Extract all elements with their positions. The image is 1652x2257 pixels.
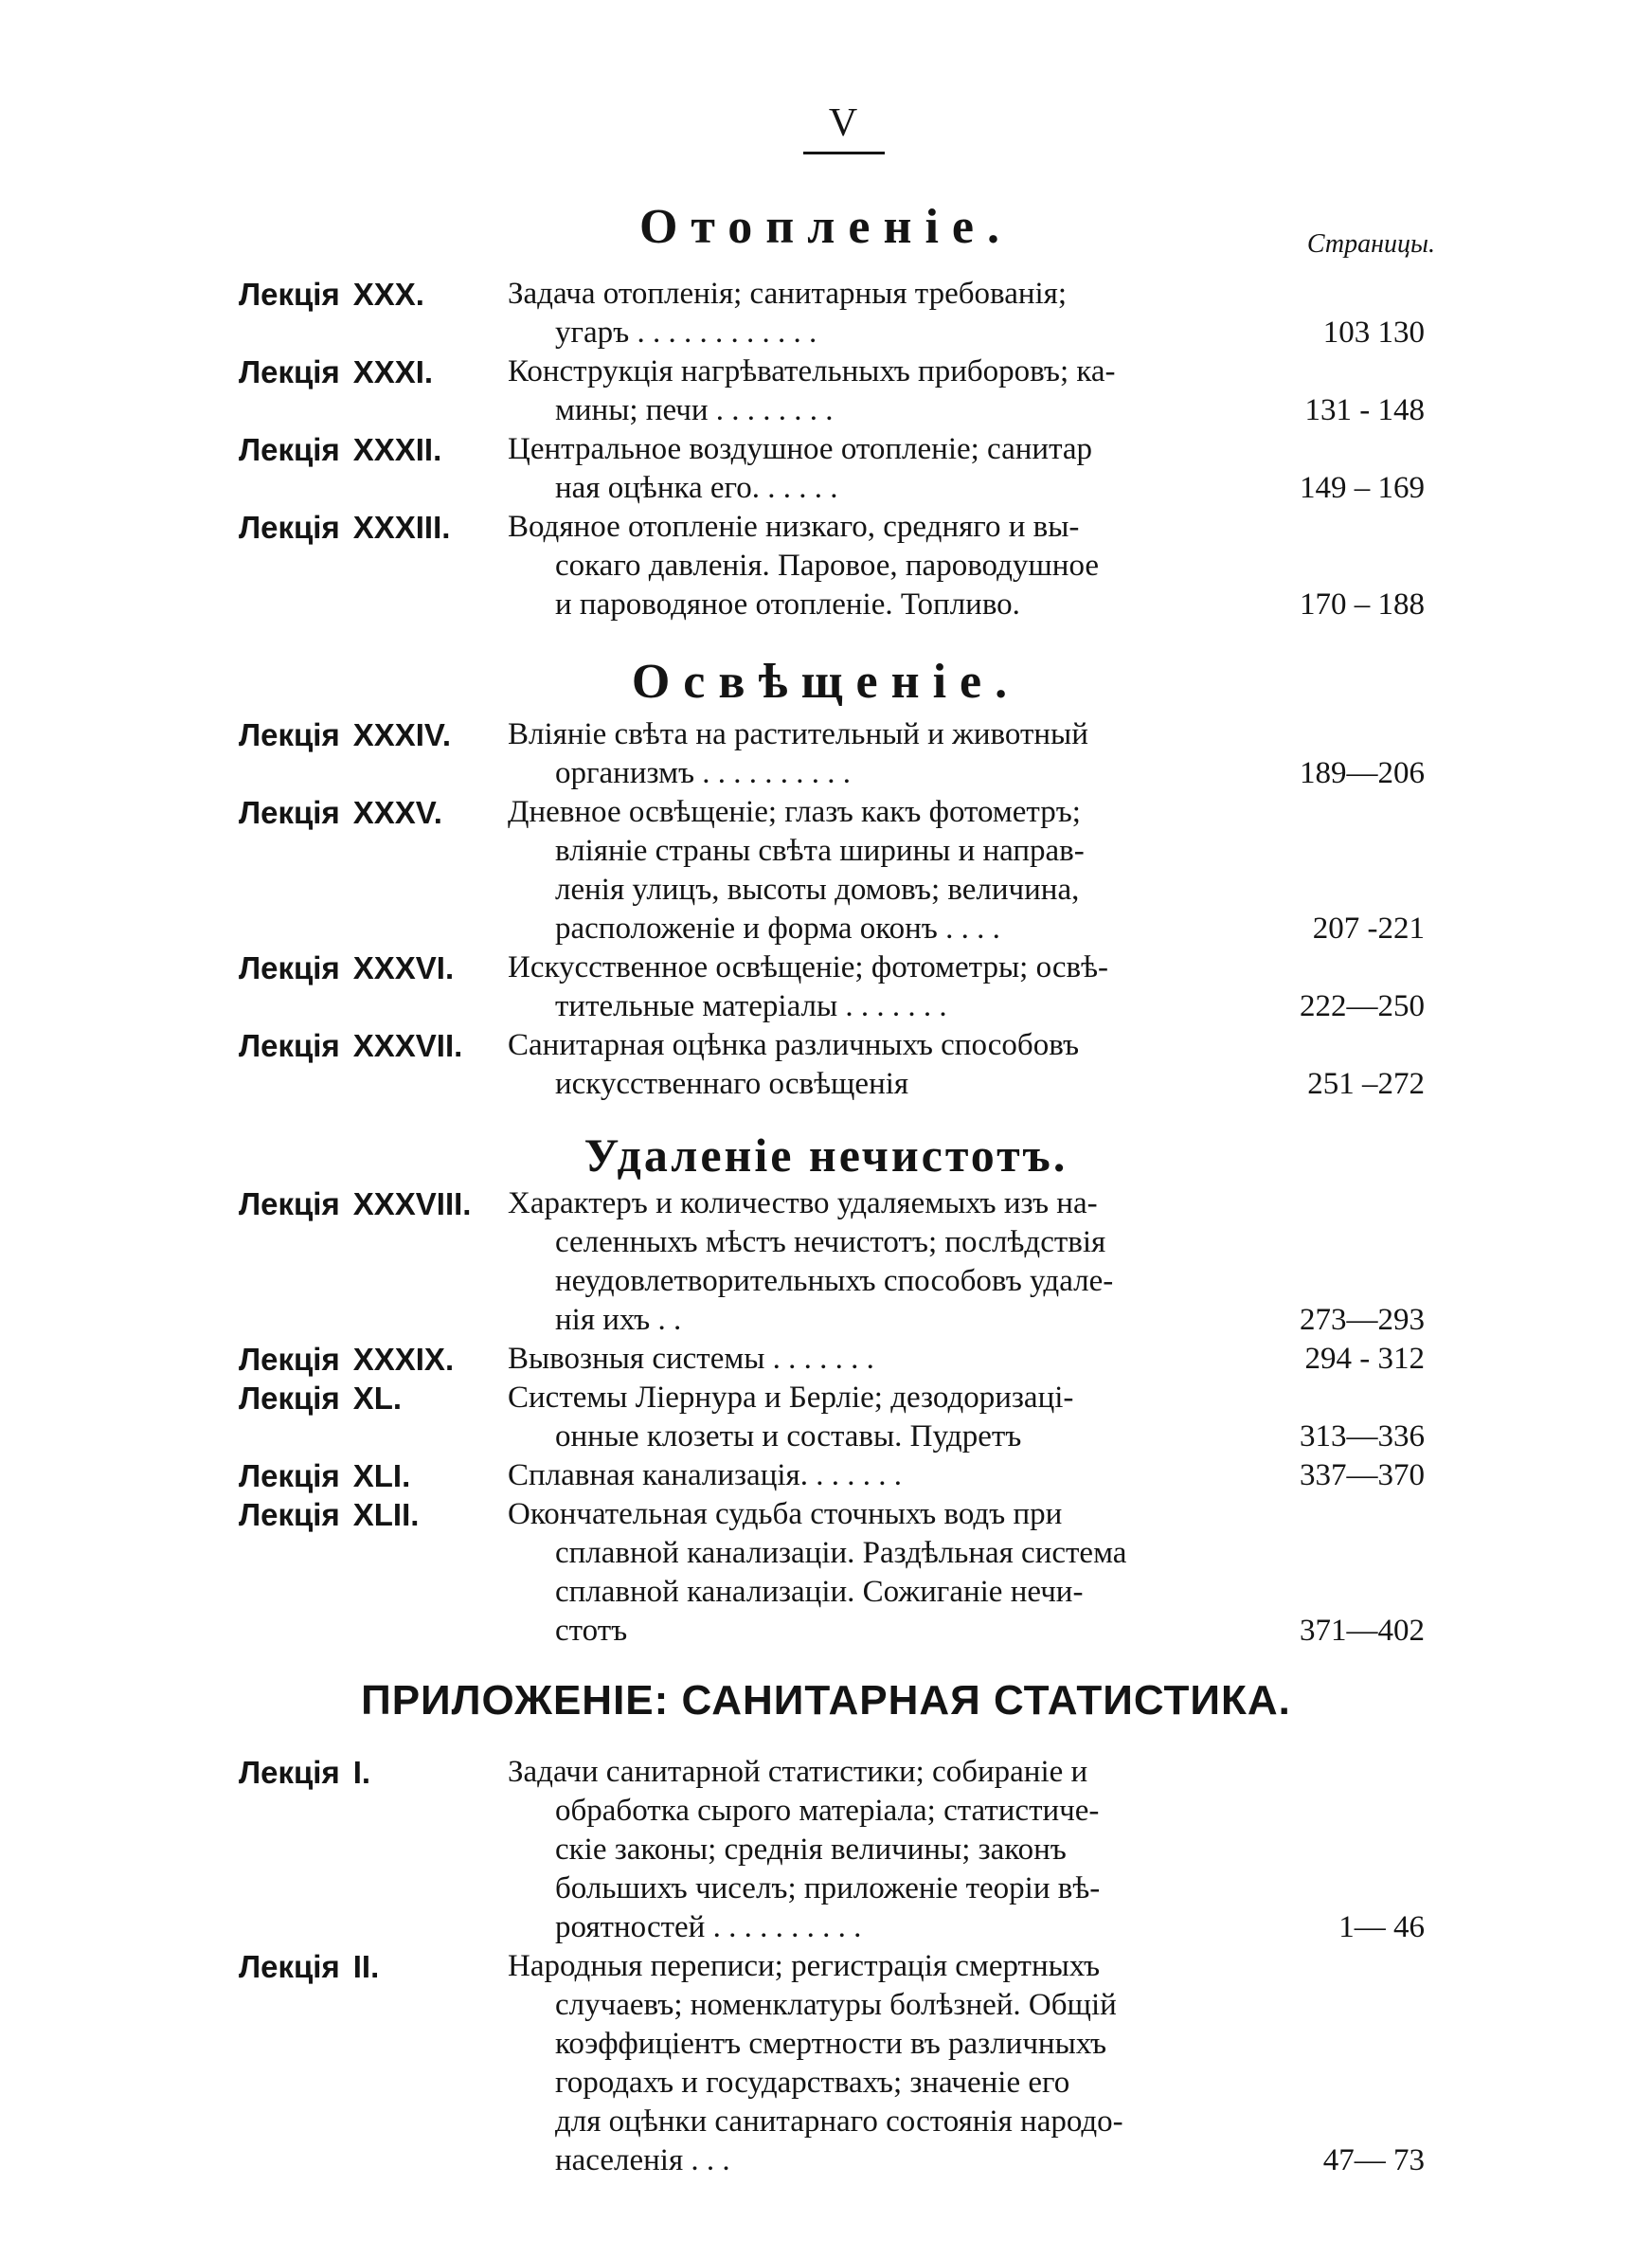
page-range: 189—206 xyxy=(1300,756,1425,790)
page-range: 1— 46 xyxy=(1338,1910,1425,1944)
lecture-label: Лекція XXXI. xyxy=(239,354,434,389)
lecture-description: Характеръ и количество удаляемыхъ изъ на- селенныхъ мѣстъ нечистотъ; послѣдствія неудовлетворительныхъ способовъ удале- нія ихъ . . xyxy=(508,1186,1114,1337)
lecture-description: Вліяніе свѣта на растительный и животный организмъ . . . . . . . . . . xyxy=(508,717,1088,790)
lecture-label: Лекція XXXVIII. xyxy=(239,1186,472,1221)
section-appendix xyxy=(0,1677,1652,1724)
lecture-label: Лекція XXXIII. xyxy=(239,510,451,545)
lecture-label: Лекція XXXII. xyxy=(239,432,442,467)
entries-lighting xyxy=(0,715,1652,1104)
toc-entry xyxy=(0,1753,1652,1947)
page-range: 207 -221 xyxy=(1312,912,1425,946)
lecture-label: Лекція XXXIX. xyxy=(239,1342,455,1377)
page-range: 149 – 169 xyxy=(1300,471,1425,505)
page-range: 313—336 xyxy=(1300,1419,1425,1454)
lecture-description: Народныя переписи; регистрація смертныхъ случаевъ; номенклатуры болѣзней. Общій коэффиціентъ смертности въ различныхъ городахъ и государствахъ; значеніе его для оцѣнки санитарнаго состоянія народо- населенія . . . xyxy=(508,1949,1123,2177)
section-waste-removal xyxy=(0,1128,1652,1183)
toc-entry xyxy=(0,715,1652,793)
lecture-label: Лекція XLI. xyxy=(239,1458,411,1493)
entries-waste-removal xyxy=(0,1184,1652,1651)
section-title: Удаленіе нечистотъ. xyxy=(584,1128,1068,1182)
toc-entry xyxy=(0,352,1652,430)
toc-entry xyxy=(0,275,1652,352)
lecture-label: Лекція XXX. xyxy=(239,277,424,312)
page-range: 294 - 312 xyxy=(1304,1342,1425,1376)
lecture-description: Сплавная канализація. . . . . . . xyxy=(508,1458,902,1492)
page-number-rule xyxy=(803,152,885,154)
lecture-label: Лекція XXXVI. xyxy=(239,950,455,985)
lecture-label: Лекція XXXV. xyxy=(239,795,442,830)
lecture-description: Окончательная судьба сточныхъ водъ при сплавной канализаціи. Раздѣльная система сплавной канализаціи. Сожиганіе нечи- стотъ xyxy=(508,1497,1127,1648)
toc-entry xyxy=(0,793,1652,948)
toc-entry xyxy=(0,508,1652,624)
lecture-description: Системы Ліернура и Берліе; дезодоризаці- онные клозеты и составы. Пудретъ xyxy=(508,1381,1074,1454)
section-title: ПРИЛОЖЕНІЕ: САНИТАРНАЯ СТАТИСТИКА. xyxy=(361,1677,1291,1724)
lecture-label: Лекція XL. xyxy=(239,1381,403,1416)
page-range: 170 – 188 xyxy=(1300,587,1425,622)
section-title: Отопленіе. xyxy=(638,200,1013,254)
page-range: 47— 73 xyxy=(1322,2143,1425,2177)
lecture-description: Задачи санитарной статистики; собираніе и обработка сырого матеріала; статистиче- скіе законы; среднія величины; законъ большихъ чиселъ; приложеніе теоріи вѣ- роятностей . . . . . . . . . . xyxy=(508,1755,1101,1944)
page-range: 251 –272 xyxy=(1307,1067,1425,1101)
lecture-description: Водяное отопленіе низкаго, средняго и вы- сокаго давленія. Паровое, пароводушное и пароводяное отопленіе. Топливо. xyxy=(508,510,1100,622)
lecture-label: Лекція XXXVII. xyxy=(239,1028,463,1063)
page-number: V xyxy=(828,101,858,145)
toc-entry xyxy=(0,1456,1652,1495)
page-range: 222—250 xyxy=(1300,989,1425,1023)
toc-entry xyxy=(0,430,1652,508)
lecture-label: Лекція II. xyxy=(239,1949,380,1984)
lecture-description: Дневное освѣщеніе; глазъ какъ фотометръ; вліяніе страны свѣта ширины и направ- ленія улицъ, высоты домовъ; величина, расположеніе и форма оконъ . . . . xyxy=(508,795,1085,946)
toc-entry xyxy=(0,1947,1652,2180)
lecture-label: Лекція XLII. xyxy=(239,1497,420,1532)
lecture-label: Лекція XXXIV. xyxy=(239,717,452,752)
entries-appendix xyxy=(0,1753,1652,2180)
page-range: 103 130 xyxy=(1322,316,1425,350)
lecture-description: Вывозныя системы . . . . . . . xyxy=(508,1342,874,1376)
toc-entry xyxy=(0,1026,1652,1104)
toc-entry xyxy=(0,1340,1652,1379)
toc-entry xyxy=(0,1184,1652,1340)
toc-entry xyxy=(0,948,1652,1026)
section-heating xyxy=(0,199,1652,260)
page-range: 337—370 xyxy=(1300,1458,1425,1492)
toc-entry xyxy=(0,1379,1652,1456)
page-range: 371—402 xyxy=(1300,1614,1425,1648)
section-lighting xyxy=(0,654,1652,710)
section-title: Освѣщеніе. xyxy=(631,655,1021,709)
lecture-description: Центральное воздушное отопленіе; санитар ная оцѣнка его. . . . . . xyxy=(508,432,1093,505)
pages-column-label: Страницы. xyxy=(1306,229,1435,259)
lecture-description: Санитарная оцѣнка различныхъ способовъ искусственнаго освѣщенія xyxy=(508,1028,1080,1101)
lecture-description: Искусственное освѣщеніе; фотометры; освѣ- тительные матеріалы . . . . . . . xyxy=(508,950,1109,1023)
lecture-description: Задача отопленія; санитарныя требованія; угаръ . . . . . . . . . . . . xyxy=(508,277,1068,350)
entries-heating xyxy=(0,275,1652,624)
page-range: 273—293 xyxy=(1300,1303,1425,1337)
lecture-description: Конструкція нагрѣвательныхъ приборовъ; ка- мины; печи . . . . . . . . xyxy=(508,354,1116,427)
toc-entry xyxy=(0,1495,1652,1651)
lecture-label: Лекція I. xyxy=(239,1755,371,1790)
page-range: 131 - 148 xyxy=(1304,393,1425,427)
